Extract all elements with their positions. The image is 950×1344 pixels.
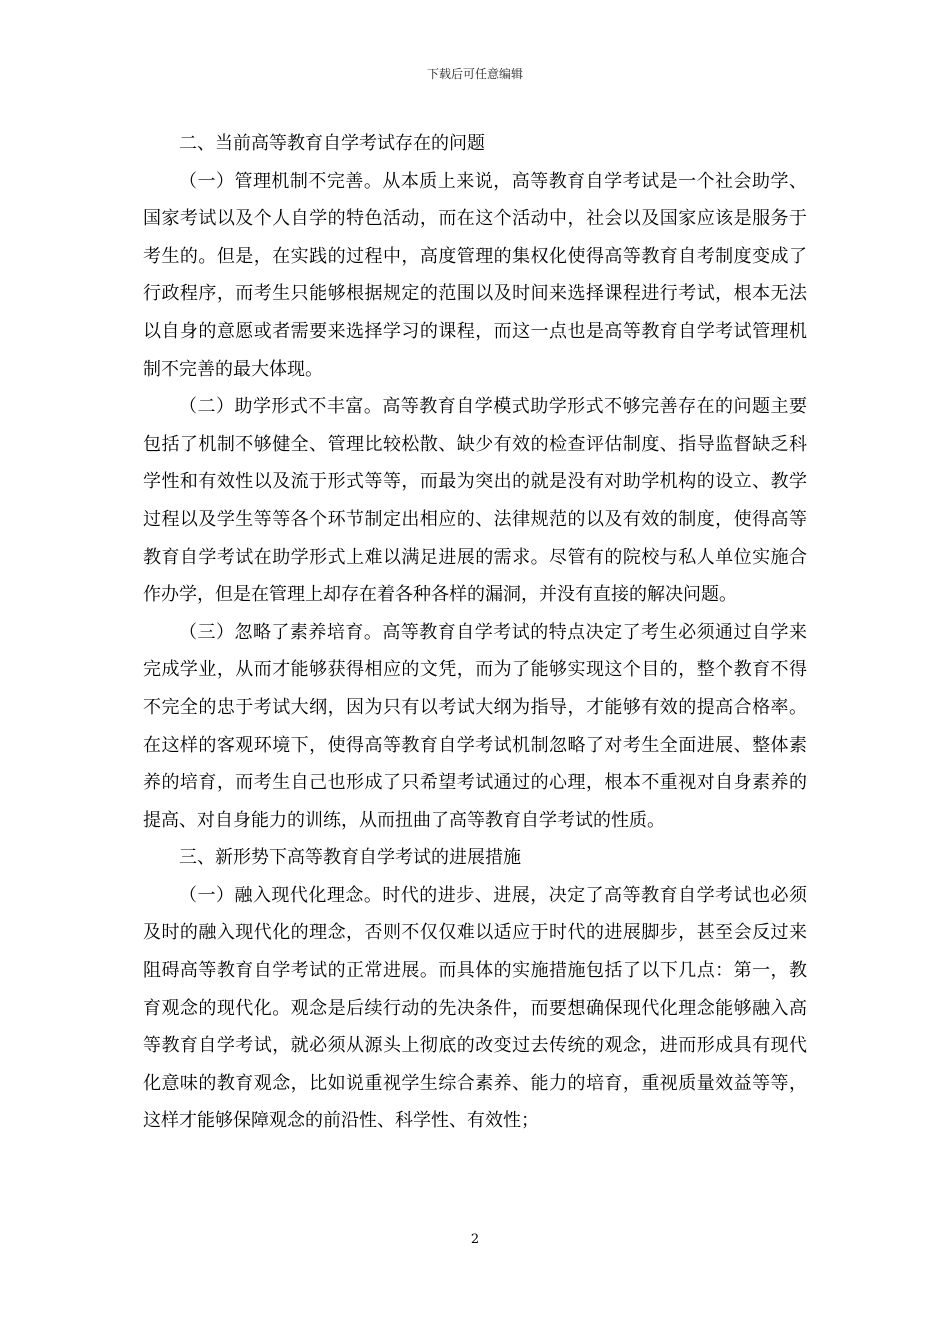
paragraph-management-mechanism: （一）管理机制不完善。从本质上来说，高等教育自学考试是一个社会助学、国家考试以及个人自学的特色活动，而在这个活动中，社会以及国家应该是服务于考生的。但是，在实践的过程中，高度管理的集权化使得高等教育自考制度变成了行政程序，而考生只能够根据规定的范围以及时间来选择课程进行考试，根本无法以自身的意愿或者需要来选择学习的课程，而这一点也是高等教育自学考试管理机制不完善的最大体现。 (143, 170, 807, 380)
paragraph-modernization-concept: （一）融入现代化理念。时代的进步、进展，决定了高等教育自学考试也必须及时的融入现代化的理念，否则不仅仅难以适应于时代的进展脚步，甚至会反过来阻碍高等教育自学考试的正常进展。而具体的实施措施包括了以下几点：第一，教育观念的现代化。观念是后续行动的先决条件，而要想确保现代化理念能够融入高等教育自学考试，就必须从源头上彻底的改变过去传统的观念，进而形成具有现代化意味的教育观念，比如说重视学生综合素养、能力的培育，重视质量效益等等，这样才能够保障观念的前沿性、科学性、有效性； (143, 884, 807, 1132)
section-heading-problems: 二、当前高等教育自学考试存在的问题 (179, 133, 485, 154)
document-body (143, 125, 807, 1140)
page-header: 下载后可任意编辑 (426, 67, 523, 81)
section-heading-measures: 三、新形势下高等教育自学考试的进展措施 (179, 847, 521, 869)
paragraph-assistance-forms: （二）助学形式不丰富。高等教育自学模式助学形式不够完善存在的问题主要包括了机制不够健全、管理比较松散、缺少有效的检查评估制度、指导监督缺乏科学性和有效性以及流于形式等等，而最为突出的就是没有对助学机构的设立、教学过程以及学生等等各个环节制定出相应的、法律规范的以及有效的制度，使得高等教育自学考试在助学形式上难以满足进展的需求。尽管有的院校与私人单位实施合作办学，但是在管理上却存在着各种各样的漏洞，并没有直接的解决问题。 (143, 396, 807, 606)
paragraph-quality-cultivation: （三）忽略了素养培育。高等教育自学考试的特点决定了考生必须通过自学来完成学业，从而才能够获得相应的文凭，而为了能够实现这个目的，整个教育不得不完全的忠于考试大纲，因为只有以考试大纲为指导，才能够有效的提高合格率。在这样的客观环境下，使得高等教育自学考试机制忽略了对考生全面进展、整体素养的培育，而考生自己也形成了只希望考试通过的心理，根本不重视对自身素养的提高、对自身能力的训练，从而扭曲了高等教育自学考试的性质。 (143, 621, 807, 831)
page-number: 2 (470, 1232, 480, 1247)
